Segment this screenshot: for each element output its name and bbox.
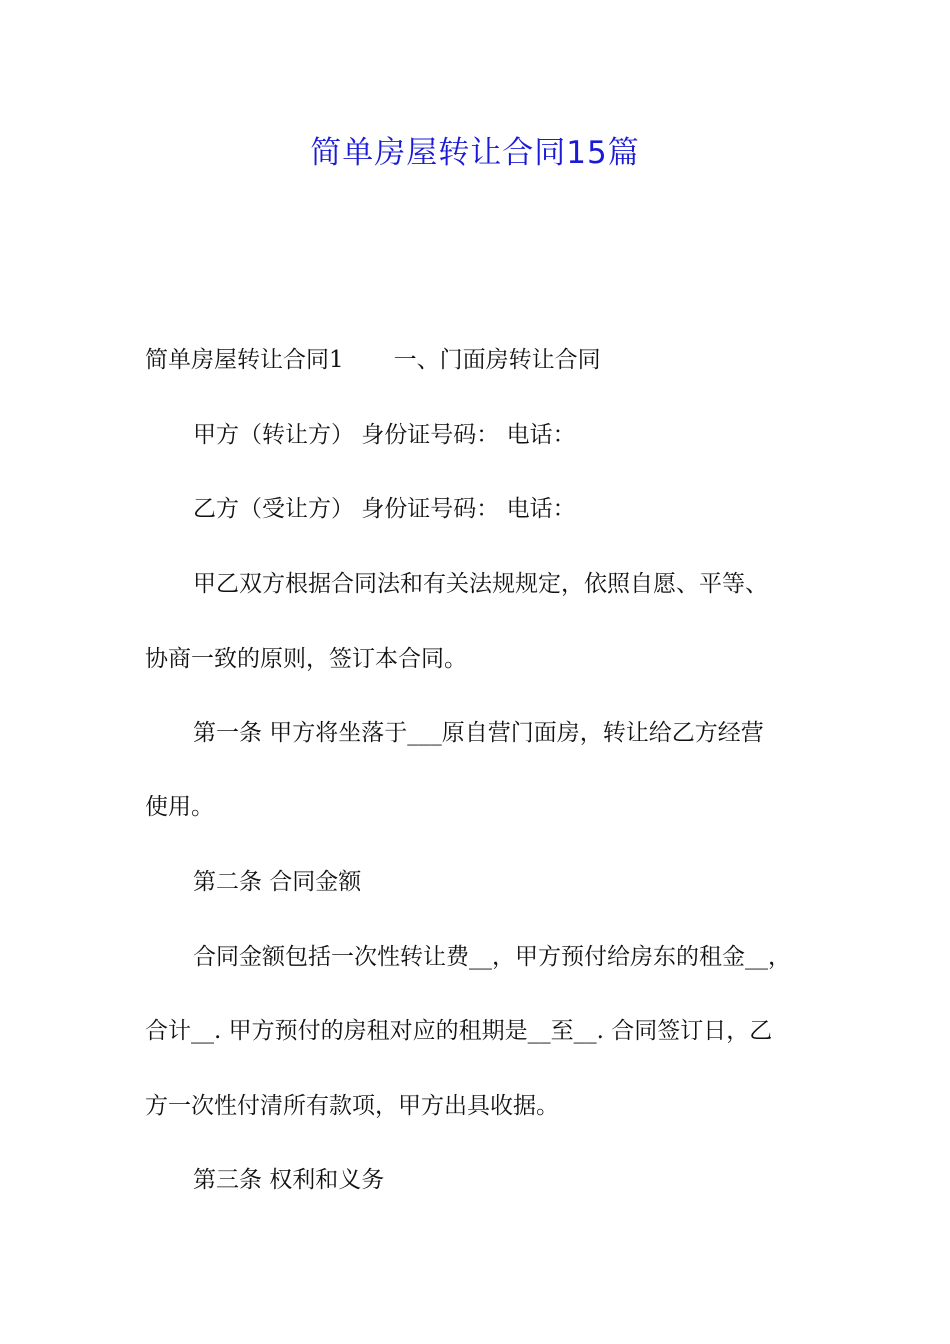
article-two-heading: 第二条 合同金额	[193, 869, 362, 895]
party-a-line: 甲方（转让方） 身份证号码： 电话：	[193, 422, 576, 448]
section-heading-left: 简单房屋转让合同1	[145, 347, 344, 373]
section-heading	[145, 343, 601, 377]
article-three-heading: 第三条 权利和义务	[193, 1167, 385, 1193]
document-title: 简单房屋转让合同15篇	[310, 135, 640, 171]
section-heading-right: 一、门面房转让合同	[393, 347, 601, 373]
paragraph-line: 方一次性付清所有款项，甲方出具收据。	[145, 1093, 559, 1119]
paragraph-line: 合计__. 甲方预付的房租对应的租期是__至__. 合同签订日，乙	[145, 1018, 773, 1044]
paragraph-line: 协商一致的原则，签订本合同。	[145, 646, 467, 672]
paragraph-line: 合同金额包括一次性转让费__，甲方预付给房东的租金__，	[193, 944, 791, 970]
party-b-line: 乙方（受让方） 身份证号码： 电话：	[193, 496, 576, 522]
article-one-line: 第一条 甲方将坐落于___原自营门面房，转让给乙方经营	[193, 720, 764, 746]
paragraph-line: 甲乙双方根据合同法和有关法规规定，依照自愿、平等、	[193, 571, 768, 597]
paragraph-line: 使用。	[145, 794, 214, 820]
